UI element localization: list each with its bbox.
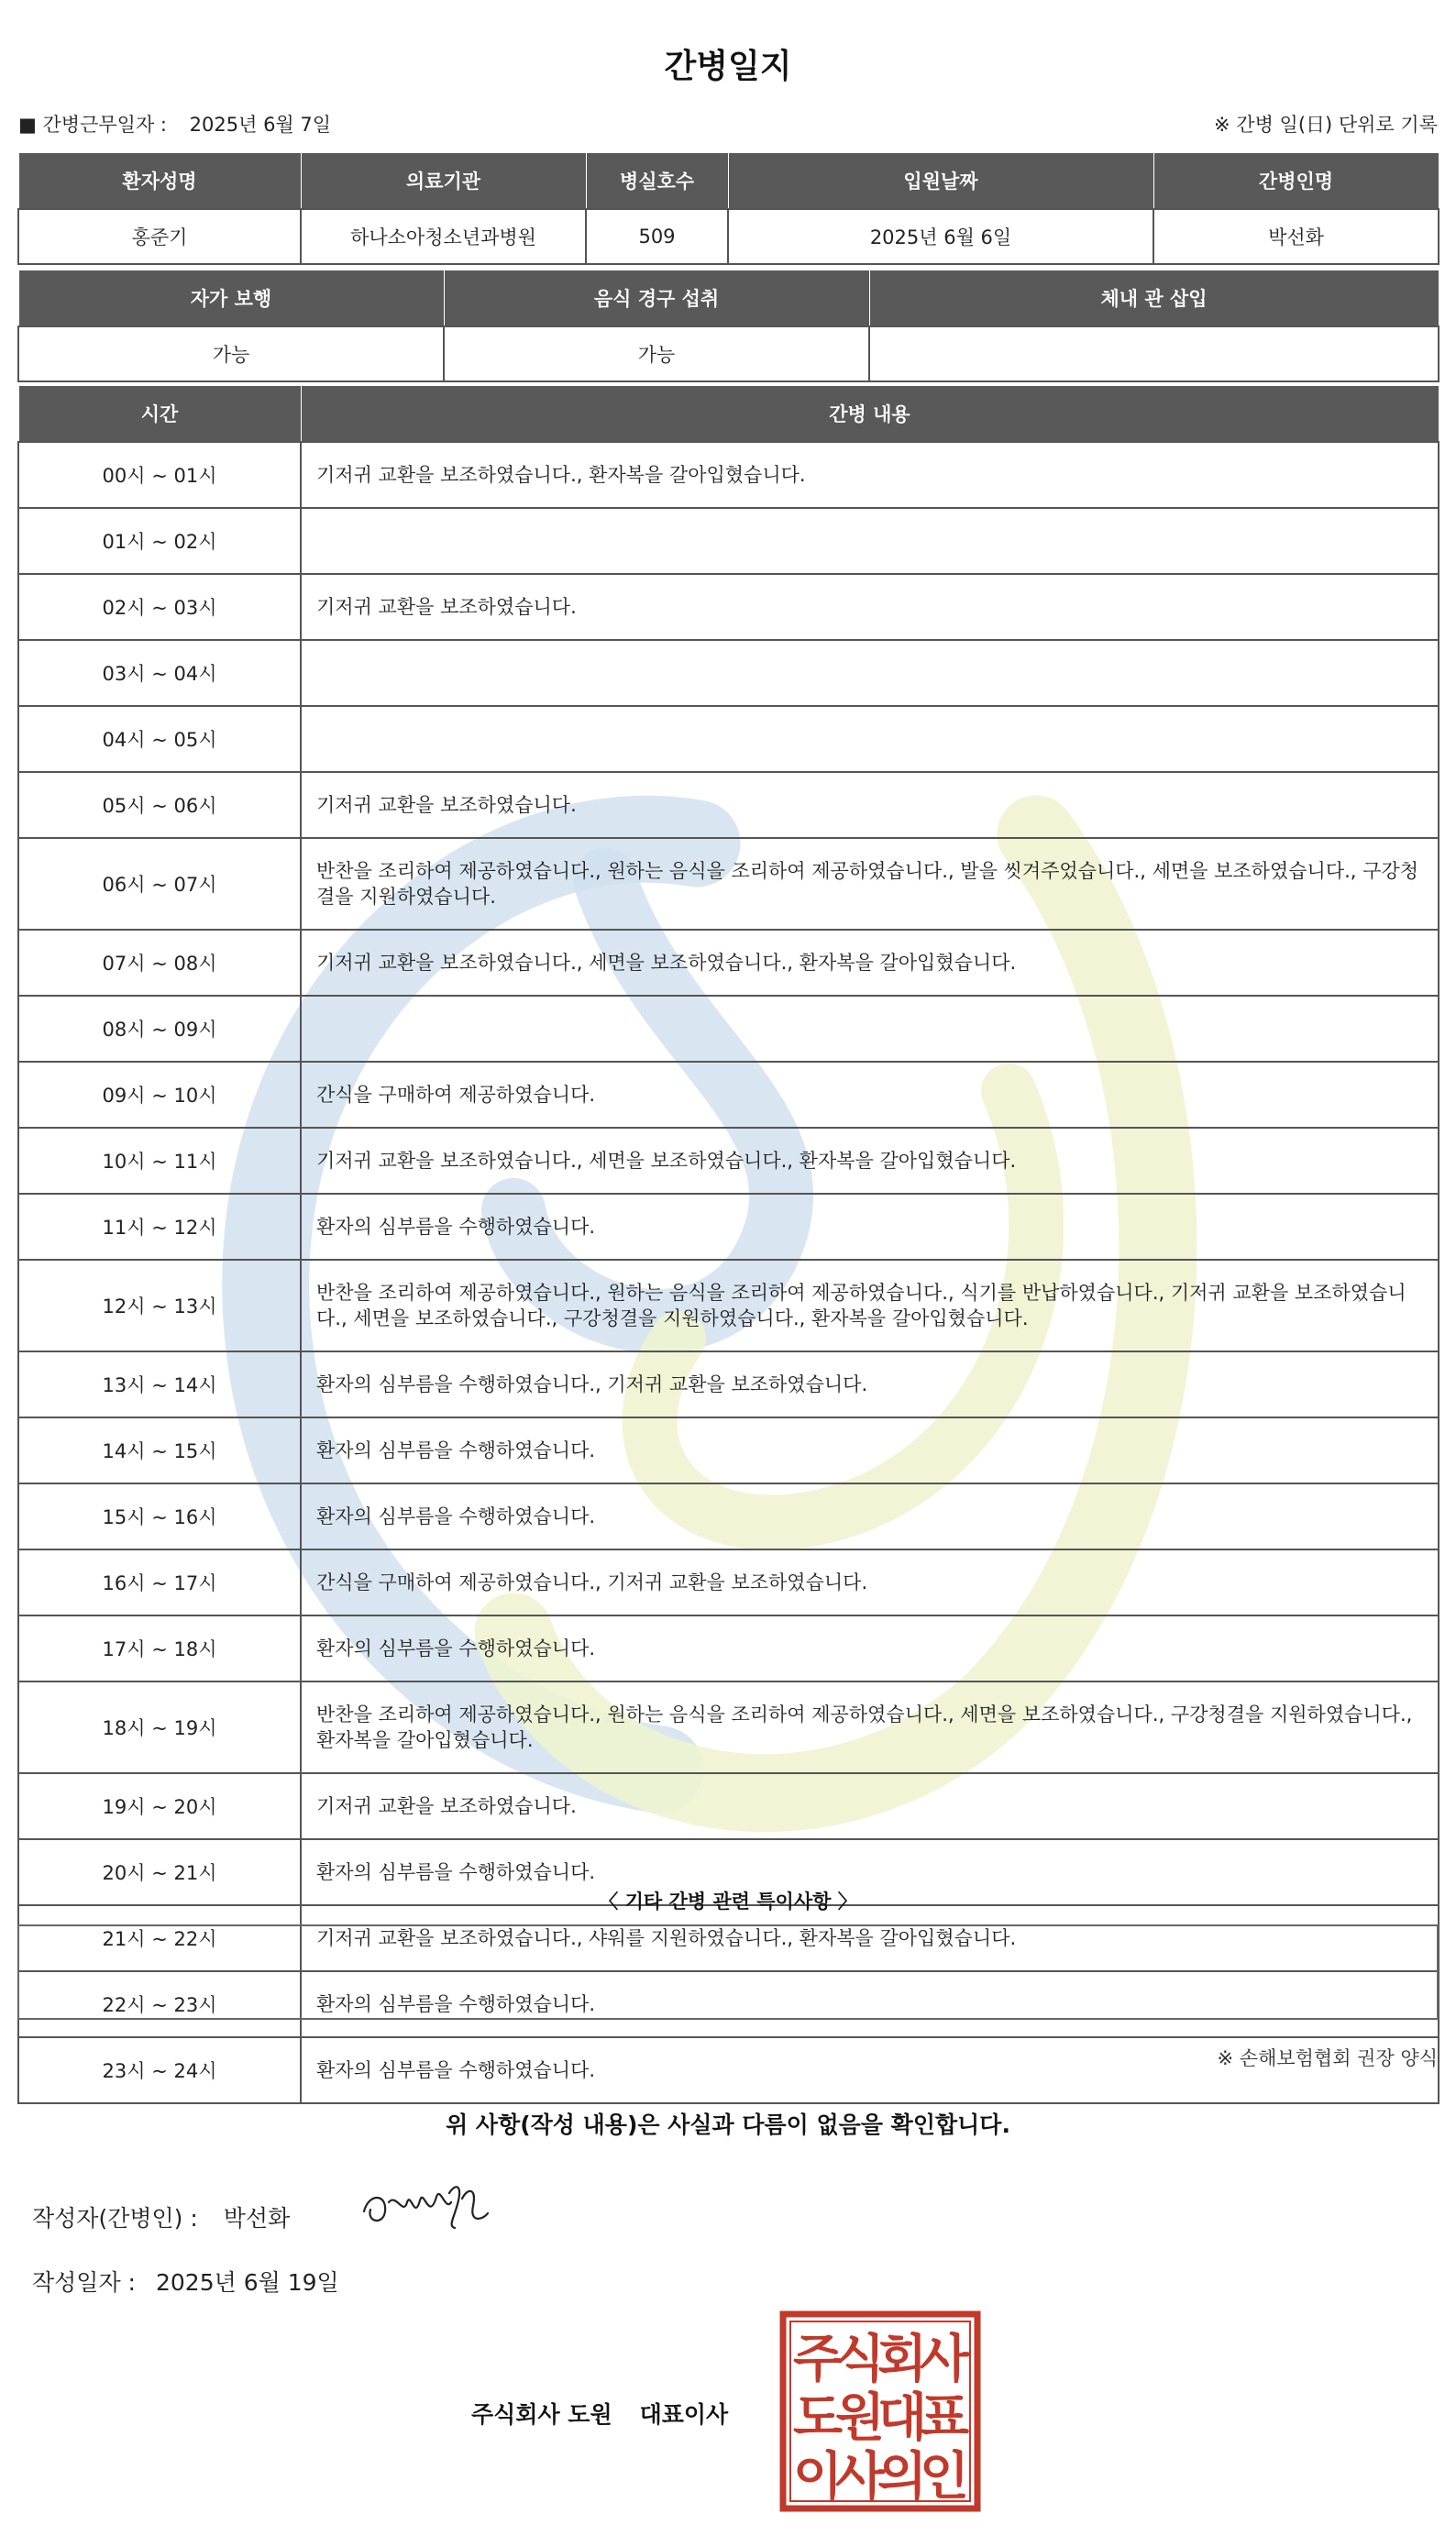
svg-text:사: 사: [919, 2330, 970, 2389]
table-row: [18, 1615, 1439, 1681]
representative-title: 대표이사: [639, 2401, 729, 2428]
row-content: 환자의 심부름을 수행하였습니다.: [301, 1839, 1439, 1905]
row-time: 05시 ~ 06시: [18, 772, 301, 838]
header-time: 시간: [18, 386, 301, 443]
table-row: [18, 838, 1439, 930]
header-admission-date: 입원날짜: [728, 153, 1153, 210]
row-time: 19시 ~ 20시: [18, 1773, 301, 1839]
row-content: 환자의 심부름을 수행하였습니다.: [301, 1483, 1439, 1549]
row-time: 17시 ~ 18시: [18, 1615, 301, 1681]
row-time: 03시 ~ 04시: [18, 640, 301, 706]
confirmation-statement: 위 사항(작성 내용)은 사실과 다름이 없음을 확인합니다.: [446, 2111, 1010, 2138]
header-patient-name: 환자성명: [18, 153, 301, 210]
row-content: 기저귀 교환을 보조하였습니다.: [301, 772, 1439, 838]
svg-text:이: 이: [792, 2447, 844, 2507]
row-time: 15시 ~ 16시: [18, 1483, 301, 1549]
table-row: [18, 574, 1439, 640]
row-content: 환자의 심부름을 수행하였습니다.: [301, 1194, 1439, 1260]
row-time: 08시 ~ 09시: [18, 996, 301, 1062]
table-row: [18, 1483, 1439, 1549]
writer-label: 작성자(간병인) :: [32, 2205, 198, 2232]
header-tube-insertion: 체내 관 삽입: [869, 270, 1439, 327]
svg-text:회: 회: [877, 2330, 928, 2389]
row-time: 06시 ~ 07시: [18, 838, 301, 930]
patient-status-value-row: [18, 326, 1439, 381]
header-care-content: 간병 내용: [301, 386, 1439, 443]
admission-date: 2025년 6월 6일: [728, 209, 1153, 264]
row-time: 23시 ~ 24시: [18, 2037, 301, 2103]
row-content: 기저귀 교환을 보조하였습니다., 샤워를 지원하였습니다., 환자복을 갈아입혔습니다.: [301, 1905, 1439, 1971]
svg-text:표: 표: [919, 2388, 970, 2448]
care-log-table: [17, 385, 1439, 2104]
table-row: [18, 772, 1439, 838]
row-content: [301, 508, 1439, 574]
row-time: 10시 ~ 11시: [18, 1128, 301, 1194]
table-row: [18, 640, 1439, 706]
row-content: 반찬을 조리하여 제공하였습니다., 원하는 음식을 조리하여 제공하였습니다., 발을 씻겨주었습니다., 세면을 보조하였습니다., 구강청결을 지원하였습니다.: [301, 838, 1439, 930]
oral-intake-value: 가능: [444, 326, 869, 381]
hospital-name: 하나소아청소년과병원: [301, 209, 586, 264]
company-line: [471, 2397, 728, 2430]
company-name: 주식회사 도원: [471, 2401, 612, 2428]
writer-line: [32, 2200, 290, 2233]
row-time: 13시 ~ 14시: [18, 1351, 301, 1417]
header-hospital: 의료기관: [301, 153, 586, 210]
row-content: 환자의 심부름을 수행하였습니다.: [301, 1417, 1439, 1483]
written-date-value: 2025년 6월 19일: [155, 2269, 339, 2296]
row-content: 기저귀 교환을 보조하였습니다.: [301, 1773, 1439, 1839]
svg-text:식: 식: [834, 2330, 886, 2389]
row-time: 09시 ~ 10시: [18, 1062, 301, 1128]
self-walking-value: 가능: [18, 326, 444, 381]
row-content: 환자의 심부름을 수행하였습니다.: [301, 2037, 1439, 2103]
table-row: [18, 508, 1439, 574]
svg-text:도: 도: [792, 2388, 844, 2448]
patient-info-header-row: [18, 153, 1439, 210]
table-row: [18, 706, 1439, 772]
row-time: 14시 ~ 15시: [18, 1417, 301, 1483]
form-source-note: ※ 손해보험협회 권장 양식: [1217, 2047, 1438, 2069]
row-content: 기저귀 교환을 보조하였습니다., 세면을 보조하였습니다., 환자복을 갈아입혔습니다.: [301, 930, 1439, 996]
row-content: [301, 640, 1439, 706]
record-unit-note: ※ 간병 일(日) 단위로 기록: [1214, 114, 1438, 136]
row-time: 16시 ~ 17시: [18, 1549, 301, 1615]
writer-name: 박선화: [223, 2205, 291, 2232]
table-row: [18, 1062, 1439, 1128]
tube-insertion-value: [869, 326, 1439, 381]
patient-info-table: [17, 152, 1439, 265]
patient-info-value-row: [18, 209, 1439, 264]
caregiver-name: 박선화: [1153, 209, 1439, 264]
row-content: 환자의 심부름을 수행하였습니다., 기저귀 교환을 보조하였습니다.: [301, 1351, 1439, 1417]
work-date-line: [18, 110, 331, 138]
row-content: 기저귀 교환을 보조하였습니다., 세면을 보조하였습니다., 환자복을 갈아입혔습니다.: [301, 1128, 1439, 1194]
row-content: 기저귀 교환을 보조하였습니다., 환자복을 갈아입혔습니다.: [301, 442, 1439, 508]
table-row: [18, 1681, 1439, 1773]
row-content: [301, 706, 1439, 772]
row-time: 04시 ~ 05시: [18, 706, 301, 772]
row-content: 간식을 구매하여 제공하였습니다.: [301, 1062, 1439, 1128]
row-time: 01시 ~ 02시: [18, 508, 301, 574]
row-time: 00시 ~ 01시: [18, 442, 301, 508]
header-self-walking: 자가 보행: [18, 270, 444, 327]
svg-text:사: 사: [834, 2447, 886, 2507]
row-time: 20시 ~ 21시: [18, 1839, 301, 1905]
row-time: 18시 ~ 19시: [18, 1681, 301, 1773]
written-date-line: [32, 2265, 339, 2298]
row-time: 21시 ~ 22시: [18, 1905, 301, 1971]
row-time: 12시 ~ 13시: [18, 1260, 301, 1351]
row-content: 환자의 심부름을 수행하였습니다.: [301, 1971, 1439, 2037]
svg-text:대: 대: [877, 2388, 928, 2448]
company-seal-stamp-image: [778, 2309, 983, 2514]
special-notes-box: [17, 1924, 1439, 2020]
table-row: [18, 1773, 1439, 1839]
table-row: [18, 930, 1439, 996]
header-room-number: 병실호수: [586, 153, 728, 210]
row-time: 11시 ~ 12시: [18, 1194, 301, 1260]
row-content: 간식을 구매하여 제공하였습니다., 기저귀 교환을 보조하였습니다.: [301, 1549, 1439, 1615]
table-row: [18, 1549, 1439, 1615]
row-time: 07시 ~ 08시: [18, 930, 301, 996]
svg-text:의: 의: [877, 2447, 928, 2507]
patient-status-table: [17, 270, 1439, 382]
svg-text:원: 원: [834, 2388, 886, 2448]
row-content: 환자의 심부름을 수행하였습니다.: [301, 1615, 1439, 1681]
work-date-value: 2025년 6월 7일: [189, 114, 332, 136]
header-oral-intake: 음식 경구 섭취: [444, 270, 869, 327]
care-log-header-row: [18, 386, 1439, 443]
row-time: 02시 ~ 03시: [18, 574, 301, 640]
patient-status-header-row: [18, 270, 1439, 327]
room-number: 509: [586, 209, 728, 264]
handwritten-signature-image: [359, 2175, 492, 2239]
svg-text:인: 인: [919, 2447, 970, 2507]
work-date-label: ■ 간병근무일자 :: [18, 114, 167, 136]
special-notes-label: 〈 기타 간병 관련 특이사항 〉: [599, 1891, 857, 1913]
patient-name: 홍준기: [18, 209, 301, 264]
table-row: [18, 996, 1439, 1062]
table-row: [18, 1351, 1439, 1417]
svg-text:주: 주: [792, 2330, 844, 2389]
row-time: 22시 ~ 23시: [18, 1971, 301, 2037]
table-row: [18, 1194, 1439, 1260]
header-caregiver-name: 간병인명: [1153, 153, 1439, 210]
written-date-label: 작성일자 :: [32, 2269, 136, 2296]
table-row: [18, 1260, 1439, 1351]
page-title: 간병일지: [664, 48, 792, 85]
row-content: 반찬을 조리하여 제공하였습니다., 원하는 음식을 조리하여 제공하였습니다., 식기를 반납하였습니다., 기저귀 교환을 보조하였습니다., 세면을 보조하였습니다., 구강청결을 지원하였습니다., 환자복을 갈아입혔습니다.: [301, 1260, 1439, 1351]
table-row: [18, 1128, 1439, 1194]
row-content: 기저귀 교환을 보조하였습니다.: [301, 574, 1439, 640]
table-row: [18, 1417, 1439, 1483]
table-row: [18, 442, 1439, 508]
row-content: 반찬을 조리하여 제공하였습니다., 원하는 음식을 조리하여 제공하였습니다., 세면을 보조하였습니다., 구강청결을 지원하였습니다., 환자복을 갈아입혔습니다.: [301, 1681, 1439, 1773]
row-content: [301, 996, 1439, 1062]
